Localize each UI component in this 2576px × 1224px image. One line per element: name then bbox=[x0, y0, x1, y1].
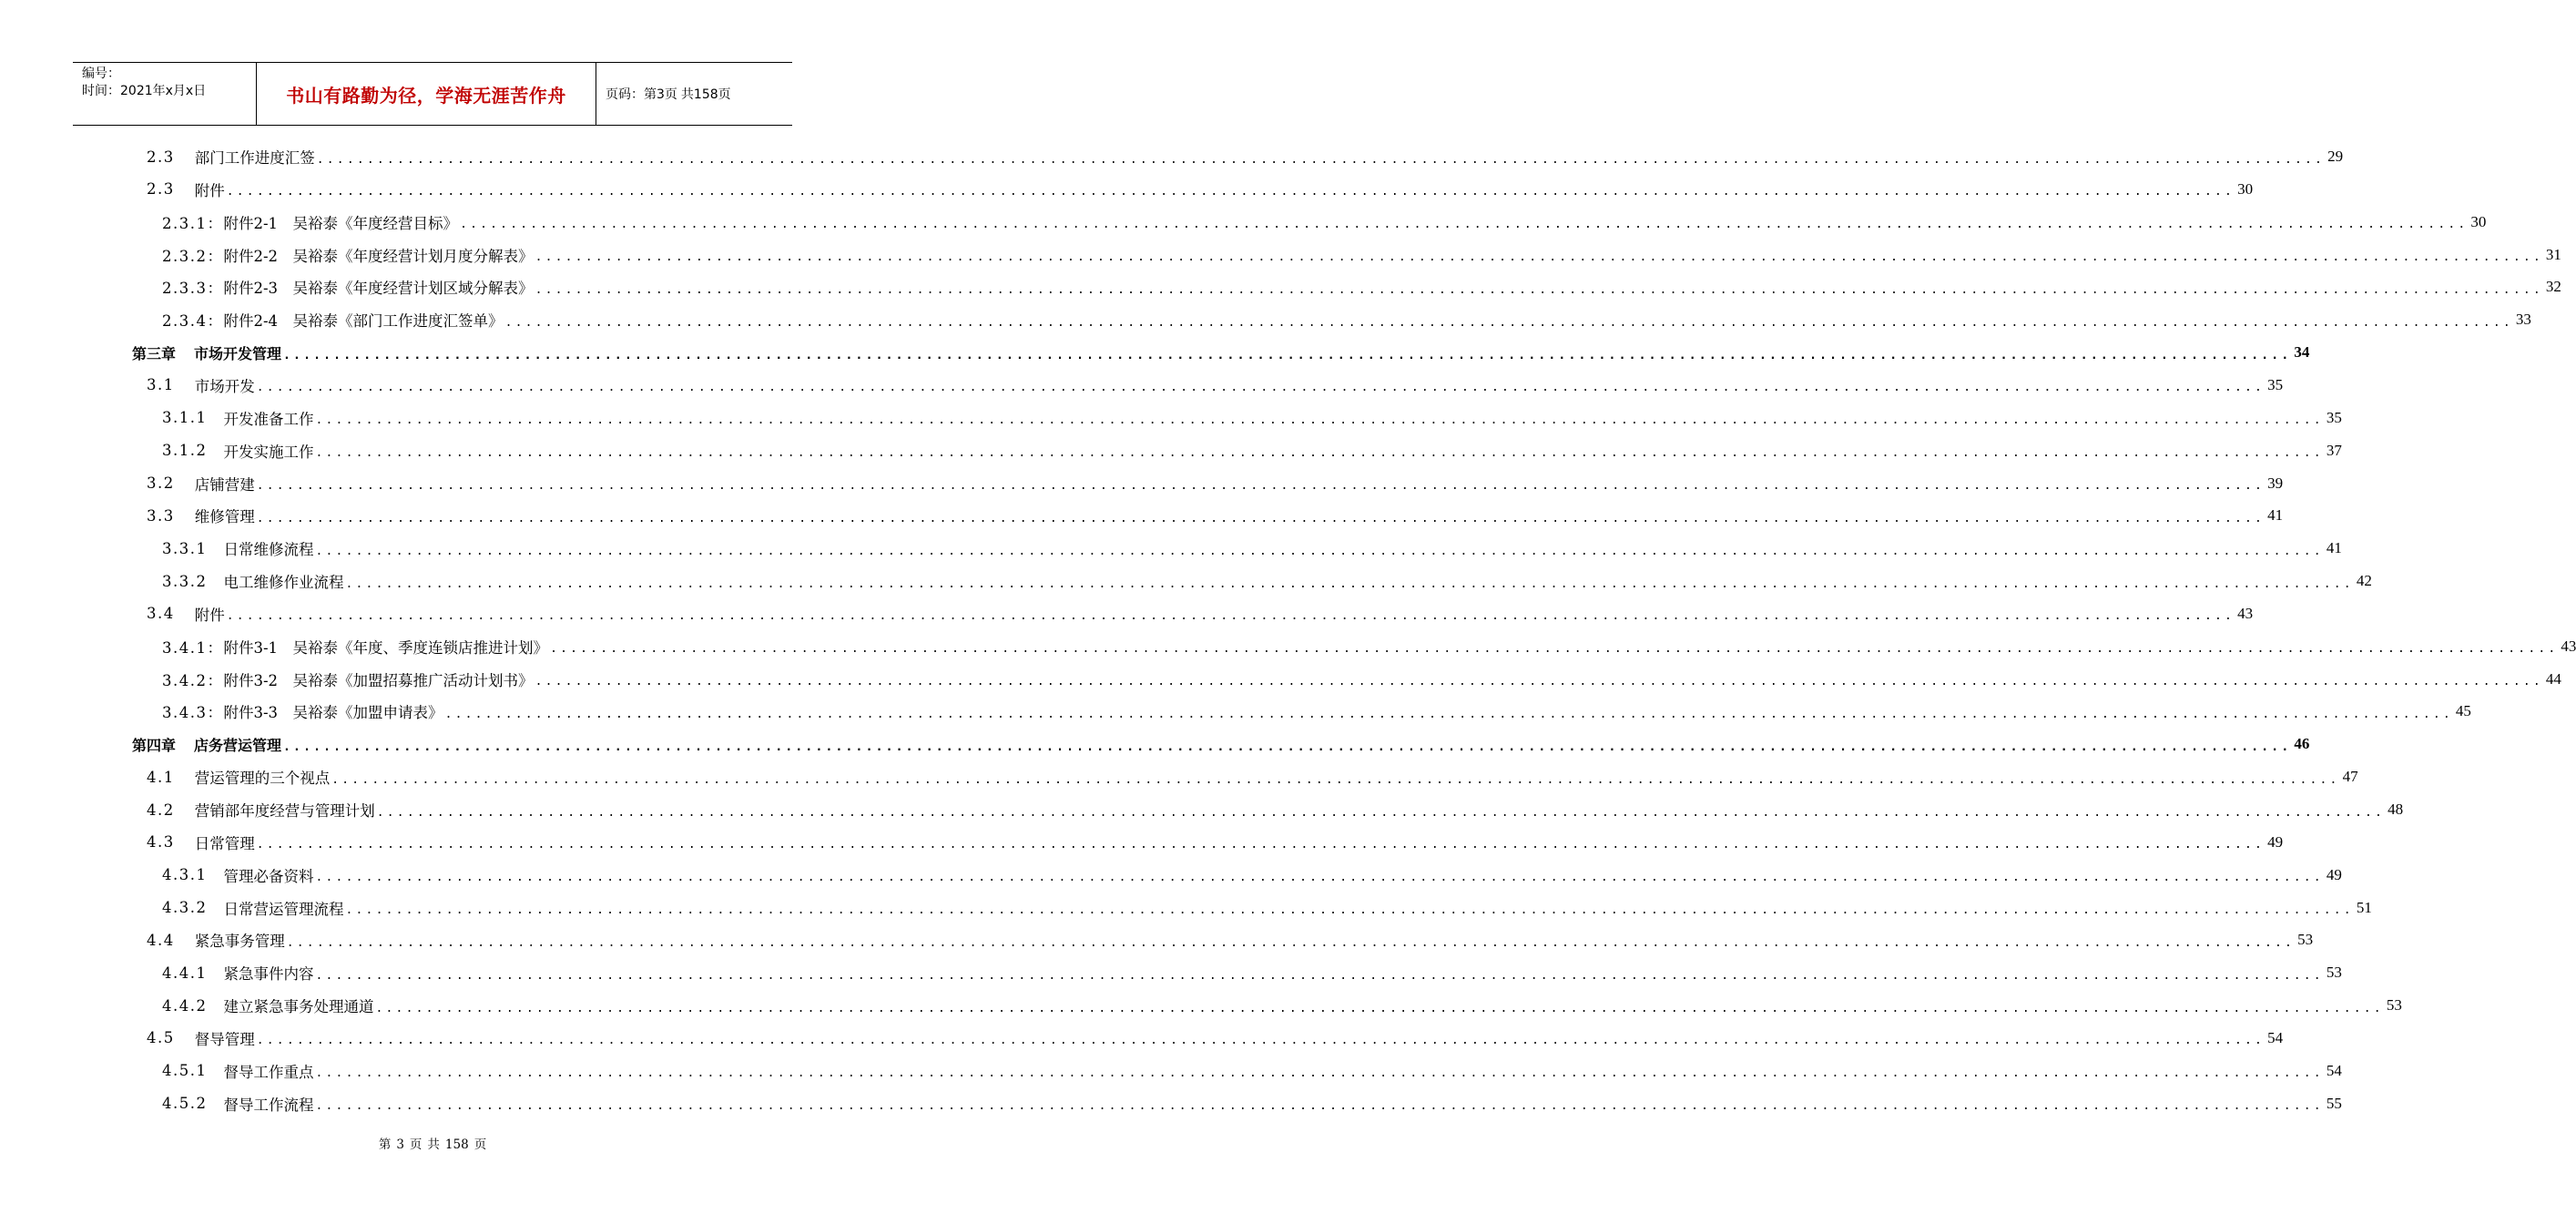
toc-entry-number: 4.4.1 bbox=[162, 964, 208, 982]
toc-entry[interactable] bbox=[147, 1022, 2284, 1055]
toc-dot-leader: ........................................................................................................................................................................................................ bbox=[315, 413, 2324, 428]
toc-entry-number: 2.3 bbox=[147, 148, 175, 166]
toc-dot-leader: ........................................................................................................................................................................................................ bbox=[345, 576, 2354, 591]
footer-page-word: 页 bbox=[409, 1137, 423, 1152]
toc-entry-page: 43 bbox=[2237, 604, 2254, 622]
toc-entry-title: 市场开发 bbox=[194, 377, 255, 395]
toc-entry-page: 54 bbox=[2326, 1061, 2342, 1079]
toc-entry-title: 紧急事件内容 bbox=[223, 965, 314, 984]
toc-entry-number: 2.3.2： bbox=[162, 247, 224, 265]
toc-entry-number: 4.1 bbox=[147, 768, 175, 786]
toc-dot-leader: ........................................................................................................................................................................................................ bbox=[256, 381, 2265, 395]
toc-entry[interactable] bbox=[162, 270, 2561, 303]
toc-entry[interactable] bbox=[147, 467, 2284, 500]
footer-current-page: 3 bbox=[396, 1137, 404, 1152]
toc-entry-title: 附件3-3 吴裕泰《加盟申请表》 bbox=[223, 704, 443, 722]
toc-entry-title: 日常维修流程 bbox=[223, 541, 314, 559]
toc-entry-number: 2.3 bbox=[147, 180, 175, 199]
toc-entry-number: 3.4.1： bbox=[162, 638, 224, 657]
toc-entry[interactable] bbox=[162, 695, 2471, 728]
toc-entry[interactable] bbox=[162, 565, 2372, 597]
toc-entry-title: 督导工作流程 bbox=[223, 1096, 314, 1114]
toc-entry-title: 开发准备工作 bbox=[223, 410, 314, 428]
toc-dot-leader: ........................................................................................................................................................................................................ bbox=[535, 675, 2543, 689]
toc-dot-leader: ........................................................................................................................................................................................................ bbox=[315, 446, 2324, 461]
toc-entry-number: 2.3.3： bbox=[162, 280, 224, 298]
toc-dot-leader: ........................................................................................................................................................................................................ bbox=[226, 185, 2235, 199]
toc-entry-number: 3.1.2 bbox=[162, 442, 208, 460]
toc-entry[interactable] bbox=[162, 630, 2576, 663]
toc-entry[interactable] bbox=[162, 989, 2402, 1022]
toc-dot-leader: ........................................................................................................................................................................................................ bbox=[256, 838, 2265, 852]
toc-dot-leader: ........................................................................................................................................................................................................ bbox=[315, 544, 2324, 558]
toc-entry-title: 店铺营建 bbox=[194, 475, 255, 494]
toc-entry-number: 4.4 bbox=[147, 931, 175, 949]
toc-entry-title: 附件2-2 吴裕泰《年度经营计划月度分解表》 bbox=[223, 247, 534, 265]
toc-dot-leader: ........................................................................................................................................................................................................ bbox=[283, 740, 2292, 754]
toc-entry[interactable] bbox=[147, 923, 2314, 956]
toc-entry-title: 日常管理 bbox=[194, 834, 255, 852]
toc-dot-leader: ........................................................................................................................................................................................................ bbox=[286, 935, 2296, 950]
footer-total-word: 共 bbox=[427, 1137, 440, 1152]
toc-entry-title: 电工维修作业流程 bbox=[223, 574, 344, 592]
toc-dot-leader: ........................................................................................................................................................................................................ bbox=[376, 805, 2386, 820]
toc-entry-title: 营运管理的三个视点 bbox=[194, 770, 331, 788]
toc-entry-page: 55 bbox=[2326, 1094, 2342, 1112]
toc-entry-number: 2.3.4： bbox=[162, 312, 224, 331]
toc-entry-title: 督导工作重点 bbox=[223, 1063, 314, 1081]
toc-entry-title: 附件 bbox=[194, 606, 225, 624]
toc-entry-number: 4.2 bbox=[147, 801, 175, 819]
toc-chapter-entry[interactable] bbox=[132, 336, 2310, 369]
toc-dot-leader: ........................................................................................................................................................................................................ bbox=[226, 609, 2235, 624]
toc-entry[interactable] bbox=[147, 173, 2254, 206]
toc-entry[interactable] bbox=[147, 499, 2284, 532]
toc-entry-page: 53 bbox=[2386, 996, 2402, 1015]
toc-entry-title: 附件2-1 吴裕泰《年度经营目标》 bbox=[223, 214, 459, 232]
toc-entry-page: 48 bbox=[2388, 801, 2404, 818]
toc-entry-title: 紧急事务管理 bbox=[194, 933, 285, 951]
toc-entry[interactable] bbox=[147, 760, 2358, 793]
toc-entry-number: 3.2 bbox=[147, 474, 175, 492]
toc-dot-leader: ........................................................................................................................................................................................................ bbox=[550, 642, 2559, 657]
header-total-pages: 共158页 bbox=[680, 87, 731, 102]
toc-entry-page: 49 bbox=[2267, 832, 2284, 851]
toc-entry-title: 日常营运管理流程 bbox=[223, 900, 344, 918]
toc-dot-leader: ........................................................................................................................................................................................................ bbox=[535, 282, 2543, 297]
toc-entry-title: 市场开发管理 bbox=[194, 344, 282, 362]
toc-entry[interactable] bbox=[162, 956, 2342, 989]
toc-entry-title: 督导管理 bbox=[194, 1030, 255, 1048]
toc-entry[interactable] bbox=[147, 140, 2344, 173]
toc-entry-number: 3.3 bbox=[147, 506, 175, 525]
toc-entry-page: 30 bbox=[2470, 212, 2487, 230]
date-label: 时间：2021年x月x日 bbox=[82, 84, 207, 98]
header-page-info bbox=[606, 63, 731, 125]
toc-entry-page: 46 bbox=[2294, 735, 2310, 753]
toc-dot-leader: ........................................................................................................................................................................................................ bbox=[315, 968, 2324, 983]
header-meta bbox=[82, 66, 255, 100]
toc-dot-leader: ........................................................................................................................................................................................................ bbox=[283, 348, 2292, 362]
page-header bbox=[73, 62, 792, 126]
toc-entry[interactable] bbox=[162, 1087, 2342, 1120]
toc-entry-number: 第四章 bbox=[132, 736, 177, 754]
toc-entry-title: 管理必备资料 bbox=[223, 867, 314, 885]
toc-dot-leader: ........................................................................................................................................................................................................ bbox=[375, 1001, 2384, 1015]
toc-entry[interactable] bbox=[162, 663, 2561, 696]
toc-dot-leader: ........................................................................................................................................................................................................ bbox=[331, 772, 2340, 787]
toc-entry-title: 部门工作进度汇签 bbox=[194, 149, 315, 167]
toc-entry-number: 4.5.2 bbox=[162, 1095, 208, 1113]
toc-entry-page: 47 bbox=[2342, 768, 2358, 786]
header-page-number: 页码：第3页 bbox=[606, 87, 677, 102]
toc-dot-leader: ........................................................................................................................................................................................................ bbox=[460, 218, 2469, 232]
toc-entry-number: 3.4.2： bbox=[162, 671, 224, 689]
toc-entry-page: 32 bbox=[2545, 278, 2561, 296]
toc-entry[interactable] bbox=[162, 303, 2531, 336]
toc-entry-page: 43 bbox=[2561, 637, 2576, 655]
toc-entry-number: 2.3.1： bbox=[162, 214, 224, 232]
toc-dot-leader: ........................................................................................................................................................................................................ bbox=[256, 511, 2265, 525]
toc-entry[interactable] bbox=[162, 434, 2342, 467]
toc-dot-leader: ........................................................................................................................................................................................................ bbox=[256, 1034, 2265, 1048]
toc-entry-title: 维修管理 bbox=[194, 508, 255, 526]
toc-entry-page: 37 bbox=[2326, 441, 2342, 459]
toc-entry-page: 31 bbox=[2545, 245, 2561, 263]
toc-chapter-entry[interactable] bbox=[132, 728, 2310, 760]
toc-entry[interactable] bbox=[162, 532, 2342, 565]
toc-entry-page: 33 bbox=[2515, 311, 2531, 329]
toc-entry-number: 4.5.1 bbox=[162, 1062, 208, 1080]
toc-entry-title: 开发实施工作 bbox=[223, 443, 314, 461]
toc-entry[interactable] bbox=[162, 892, 2372, 924]
toc-dot-leader: ........................................................................................................................................................................................................ bbox=[504, 315, 2513, 330]
toc-entry-number: 3.1 bbox=[147, 376, 175, 394]
toc-entry-page: 34 bbox=[2294, 343, 2310, 362]
toc-entry-number: 3.4 bbox=[147, 605, 175, 623]
toc-entry-number: 4.3.2 bbox=[162, 899, 208, 917]
toc-entry-title: 附件 bbox=[194, 181, 225, 199]
toc-entry[interactable] bbox=[147, 597, 2254, 630]
footer-prefix: 第 bbox=[378, 1137, 392, 1152]
toc-entry-page: 51 bbox=[2356, 898, 2372, 916]
toc-entry-title: 店务营运管理 bbox=[194, 736, 282, 754]
toc-entry-title: 附件3-2 吴裕泰《加盟招募推广活动计划书》 bbox=[223, 671, 534, 689]
toc-entry-number: 3.3.1 bbox=[162, 539, 208, 557]
toc-dot-leader: ........................................................................................................................................................................................................ bbox=[315, 871, 2324, 885]
toc-entry-page: 44 bbox=[2545, 669, 2561, 688]
toc-entry[interactable] bbox=[162, 1055, 2342, 1087]
toc-entry[interactable] bbox=[162, 206, 2487, 239]
toc-entry[interactable] bbox=[147, 369, 2284, 402]
footer-total-pages: 158 bbox=[444, 1137, 469, 1152]
toc-dot-leader: ........................................................................................................................................................................................................ bbox=[535, 250, 2543, 265]
toc-entry-title: 建立紧急事务处理通道 bbox=[223, 998, 374, 1016]
toc-dot-leader: ........................................................................................................................................................................................................ bbox=[345, 903, 2354, 918]
toc-entry-title: 附件3-1 吴裕泰《年度、季度连锁店推进计划》 bbox=[223, 638, 549, 657]
toc-dot-leader: ........................................................................................................................................................................................................ bbox=[316, 152, 2326, 167]
toc-entry-number: 4.5 bbox=[147, 1029, 175, 1047]
toc-entry[interactable] bbox=[147, 793, 2404, 826]
toc-entry-page: 39 bbox=[2267, 474, 2284, 492]
toc-entry[interactable] bbox=[147, 826, 2284, 859]
toc-entry-title: 附件2-3 吴裕泰《年度经营计划区域分解表》 bbox=[223, 280, 534, 298]
toc-entry-number: 3.4.3： bbox=[162, 704, 224, 722]
toc-entry-page: 49 bbox=[2326, 865, 2342, 883]
toc-dot-leader: ........................................................................................................................................................................................................ bbox=[256, 479, 2265, 493]
toc-entry-page: 29 bbox=[2327, 148, 2344, 165]
toc-entry-title: 营销部年度经营与管理计划 bbox=[194, 802, 375, 820]
toc-entry-page: 45 bbox=[2455, 702, 2471, 720]
toc-entry-number: 4.3 bbox=[147, 833, 175, 852]
footer-suffix: 页 bbox=[473, 1137, 487, 1152]
toc-entry[interactable] bbox=[162, 239, 2561, 271]
toc-entry-page: 53 bbox=[2297, 931, 2314, 949]
toc-entry-page: 54 bbox=[2267, 1028, 2284, 1046]
page-footer bbox=[0, 1134, 865, 1152]
toc-entry-number: 第三章 bbox=[132, 344, 177, 362]
serial-number-label: 编号： bbox=[82, 66, 120, 81]
toc-entry-page: 53 bbox=[2326, 964, 2342, 982]
toc-entry-page: 30 bbox=[2237, 179, 2254, 198]
toc-entry-page: 42 bbox=[2356, 572, 2372, 590]
toc-entry-page: 35 bbox=[2326, 408, 2342, 426]
toc-dot-leader: ........................................................................................................................................................................................................ bbox=[444, 707, 2453, 721]
toc-dot-leader: ........................................................................................................................................................................................................ bbox=[315, 1099, 2324, 1114]
toc-entry-number: 3.1.1 bbox=[162, 409, 208, 427]
toc-dot-leader: ........................................................................................................................................................................................................ bbox=[315, 1066, 2324, 1081]
toc-entry[interactable] bbox=[162, 402, 2342, 434]
toc-entry[interactable] bbox=[162, 859, 2342, 892]
toc-entry-number: 3.3.2 bbox=[162, 572, 208, 590]
toc-entry-number: 4.4.2 bbox=[162, 996, 208, 1015]
toc-entry-page: 35 bbox=[2267, 375, 2284, 393]
toc-entry-title: 附件2-4 吴裕泰《部门工作进度汇签单》 bbox=[223, 312, 504, 331]
toc-entry-number: 4.3.1 bbox=[162, 866, 208, 884]
toc-entry-page: 41 bbox=[2267, 506, 2284, 525]
toc-entry-page: 41 bbox=[2326, 539, 2342, 557]
header-motto: 书山有路勤为径，学海无涯苦作舟 bbox=[286, 84, 566, 107]
